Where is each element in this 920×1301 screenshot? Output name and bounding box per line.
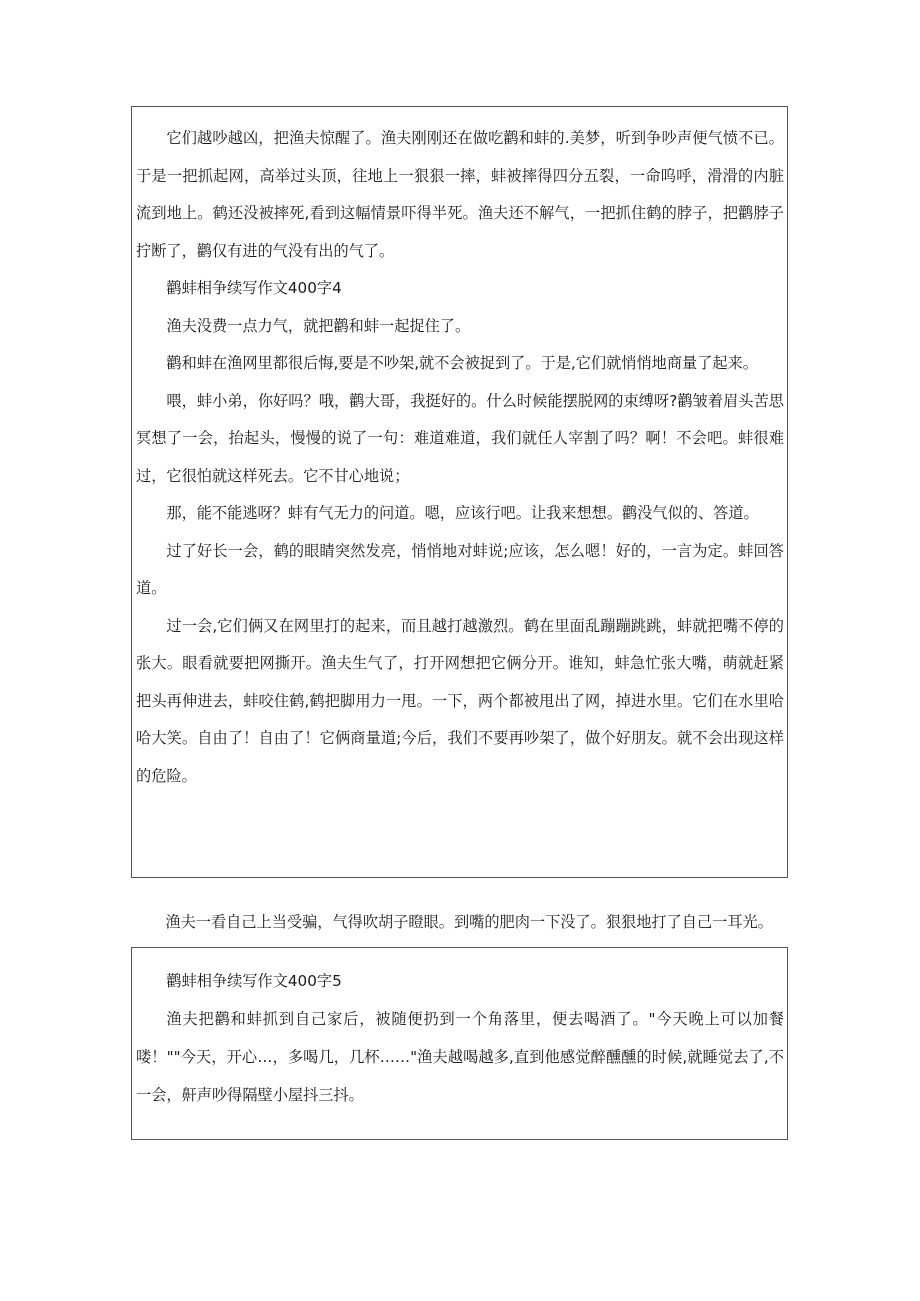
paragraph: 过了好长一会，鹤的眼睛突然发亮，悄悄地对蚌说;应该，怎么嗯！好的，一言为定。蚌回答道。: [136, 541, 784, 597]
paragraph: 渔夫把鹳和蚌抓到自己家后，被随便扔到一个角落里，便去喝酒了。"今天晚上可以加餐喽！""今天，开心…，多喝几，几杯……"渔夫越喝越多,直到他感觉醉醺醺的时候,就睡觉去了,不一会，鼾声吵得隔壁小屋抖三抖。: [136, 1010, 784, 1104]
content-frame-1: [131, 106, 788, 878]
section-heading: 鹳蚌相争续写作文400字4: [166, 279, 342, 297]
standalone-paragraph: 渔夫一看自己上当受骗，气得吹胡子瞪眼。到嘴的肥肉一下没了。狠狠地打了自己一耳光。: [165, 913, 773, 931]
paragraph: 渔夫没费一点力气，就把鹳和蚌一起捉住了。: [166, 316, 471, 335]
paragraph: 那，能不能逃呀？蚌有气无力的问道。嗯，应该行吧。让我来想想。鹳没气似的、答道。: [166, 504, 759, 522]
paragraph: 过一会,它们俩又在网里打的起来，而且越打越激烈。鹤在里面乱蹦蹦跳跳，蚌就把嘴不停的张大。眼看就要把网撕开。渔夫生气了，打开网想把它俩分开。谁知，蚌急忙张大嘴，萌就赶紧把头再伸进去，蚌咬住鹤,鹤把脚用力一甩。一下，两个都被甩出了网，掉进水里。它们在水里哈哈大笑。自由了！自由了！它俩商量道;今后，我们不要再吵架了，做个好朋友。就不会出现这样的危险。: [136, 616, 784, 785]
paragraph: 鹳和蚌在渔网里都很后悔,要是不吵架,就不会被捉到了。于是,它们就悄悄地商量了起来。: [166, 354, 758, 372]
content-frame-2: [131, 947, 788, 1140]
paragraph: 它们越吵越凶，把渔夫惊醒了。渔夫刚刚还在做吃鹳和蚌的.美梦，听到争吵声便气愤不已。于是一把抓起网，高举过头顶，往地上一狠狠一摔，蚌被摔得四分五裂，一命呜呼，滑滑的内脏流到地上。鹤还没被摔死,看到这幅情景吓得半死。渔夫还不解气，一把抓住鹤的脖子，把鹳脖子拧断了，鹳仅有进的气没有出的气了。: [136, 129, 784, 260]
paragraph: 喂，蚌小弟，你好吗？哦，鹳大哥，我挺好的。什么时候能摆脱网的束缚呀?鹳皱着眉头苦思冥想了一会，抬起头，慢慢的说了一句：难道难道，我们就任人宰割了吗？啊！不会吧。蚌很难过，它很怕就这样死去。它不甘心地说；: [136, 391, 784, 485]
section-heading: 鹳蚌相争续写作文400字5: [166, 972, 342, 990]
